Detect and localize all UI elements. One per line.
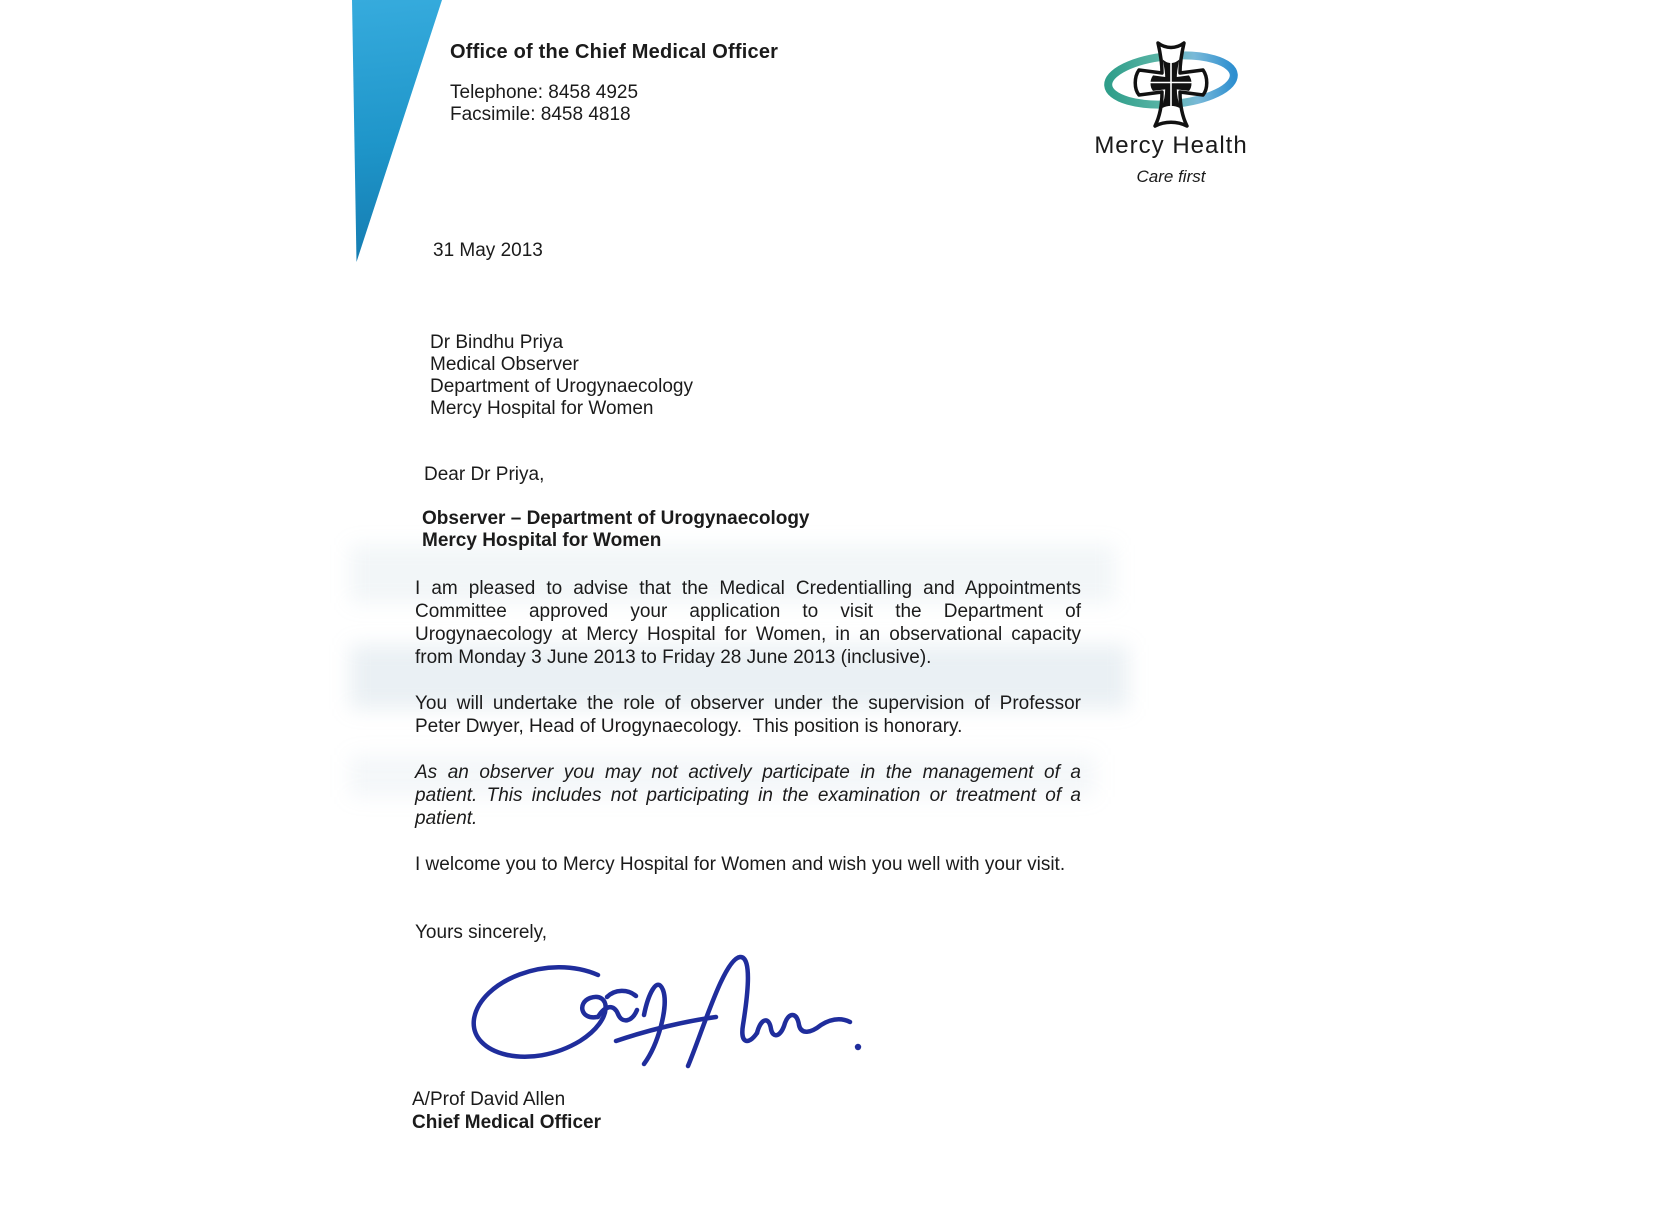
- recipient-department: Department of Urogynaecology: [430, 376, 693, 397]
- recipient-address-block: [430, 332, 693, 420]
- signatory-block: [412, 1088, 601, 1134]
- letterhead-blue-wedge: [352, 0, 442, 262]
- office-heading: Office of the Chief Medical Officer: [450, 41, 779, 63]
- mercy-health-logo: [1040, 40, 1300, 190]
- subject-line-1: Observer – Department of Urogynaecology: [422, 508, 810, 529]
- letter-date: 31 May 2013: [433, 240, 543, 261]
- contact-block: [450, 82, 638, 126]
- subject-line-2: Mercy Hospital for Women: [422, 530, 662, 551]
- body-paragraph-4: I welcome you to Mercy Hospital for Women and wish you well with your visit.: [415, 854, 1066, 875]
- body-paragraph-1: I am pleased to advise that the Medical Credentialling and Appointments Committee approved your application to visit the Department of Urogynaecology at Mercy Hospital for Women, in an observational capacity from Monday 3 June 2013 to Friday 28 June 2013 (inclusive).: [415, 578, 1081, 668]
- letter-body: [415, 577, 1081, 876]
- salutation: Dear Dr Priya,: [424, 464, 545, 485]
- signatory-title: Chief Medical Officer: [412, 1112, 601, 1133]
- facsimile-line: Facsimile: 8458 4818: [450, 104, 631, 125]
- subject-block: [422, 508, 810, 552]
- recipient-name: Dr Bindhu Priya: [430, 332, 564, 353]
- signatory-name: A/Prof David Allen: [412, 1089, 566, 1110]
- recipient-role: Medical Observer: [430, 354, 579, 375]
- telephone-line: Telephone: 8458 4925: [450, 82, 639, 103]
- valediction: Yours sincerely,: [415, 922, 548, 943]
- logo-tagline: Care first: [1136, 167, 1206, 186]
- logo-wordmark: Mercy Health: [1094, 132, 1248, 159]
- handwritten-signature: [448, 945, 868, 1085]
- signature-ink-dot: [855, 1044, 861, 1050]
- body-paragraph-2: You will undertake the role of observer under the supervision of Professor Peter Dwyer, Head of Urogynaecology. This position is honorary.: [415, 693, 1081, 737]
- recipient-hospital: Mercy Hospital for Women: [430, 398, 654, 419]
- body-paragraph-3: As an observer you may not actively participate in the management of a patient. This includes not participating in the examination or treatment of a patient.: [415, 762, 1081, 829]
